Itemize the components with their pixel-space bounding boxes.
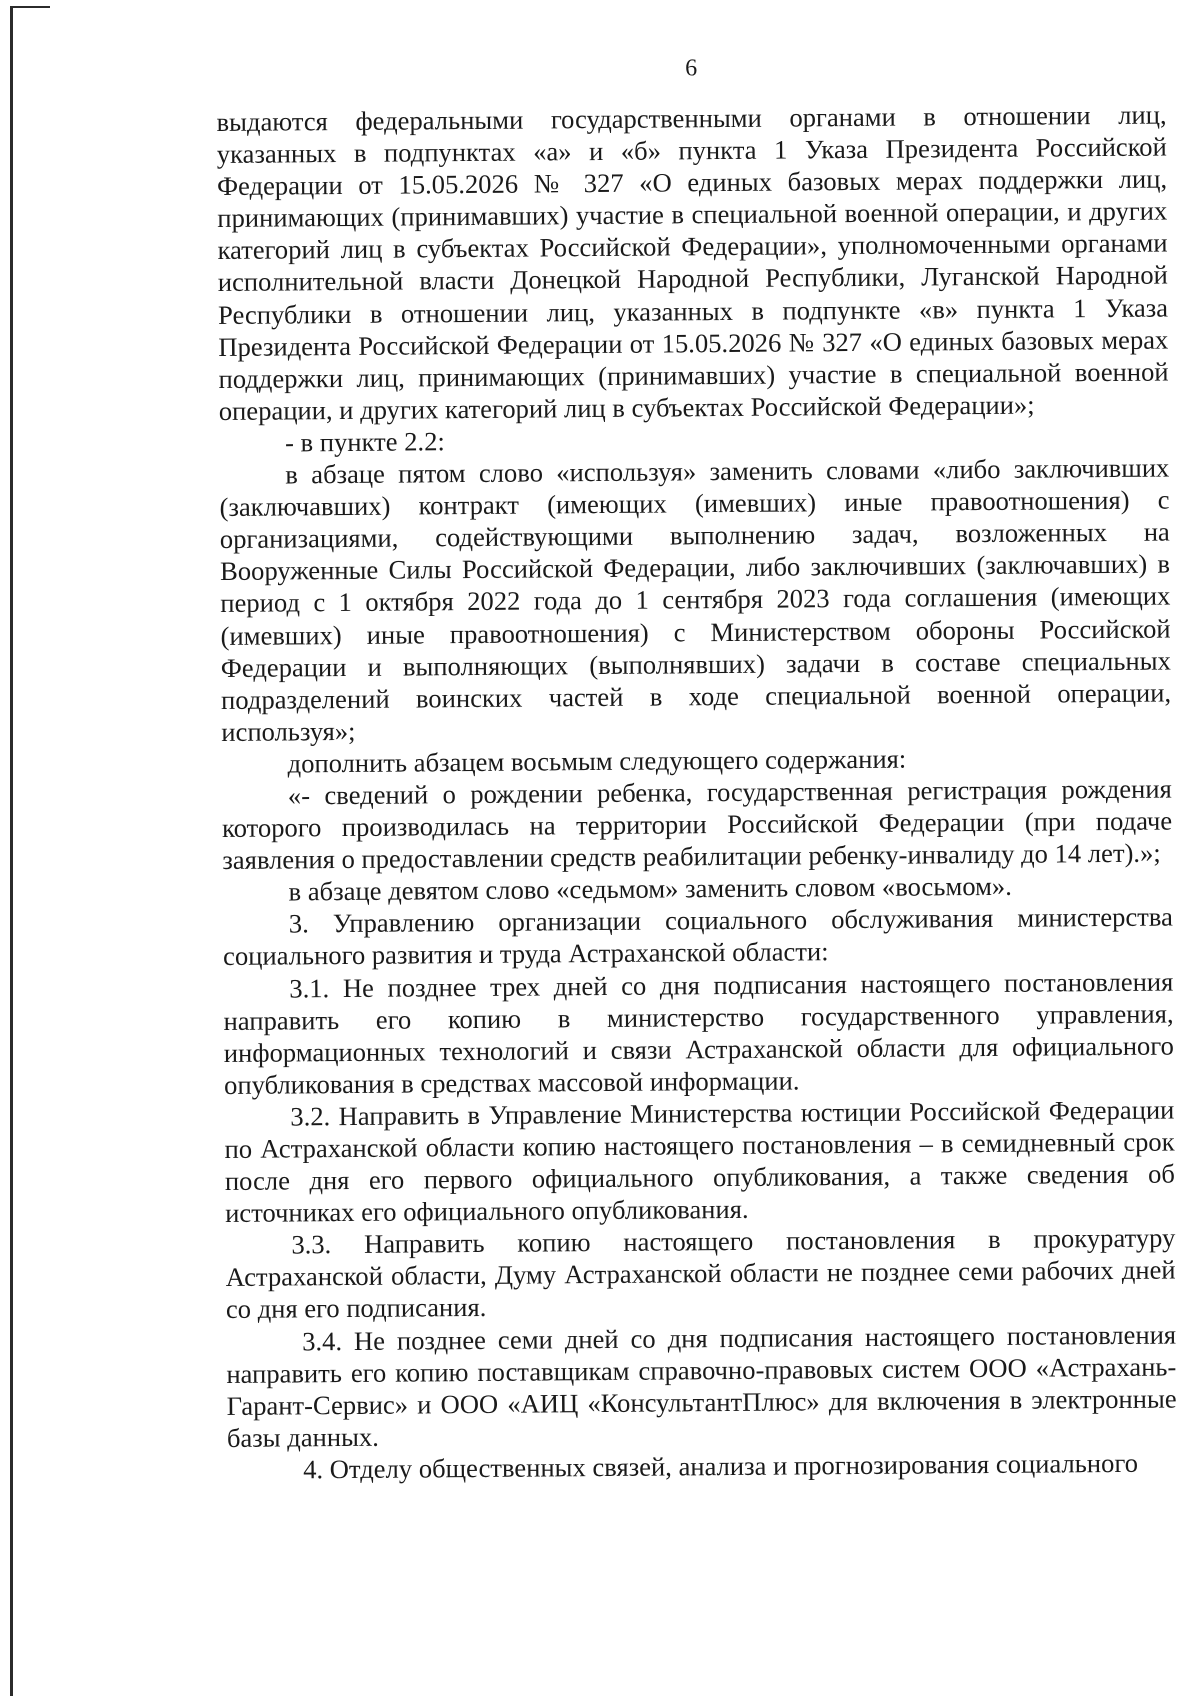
paragraph-item-2-2: - в пункте 2.2: — [284, 426, 445, 458]
paragraph-section-3-2: 3.2. Направить в Управление Министерства юстиции Российской Федерации по Астраханской области копию настоящего постановления – в семидневный срок после дня его первого официального опубликования, а также сведения об источниках его официального опубликования. — [224, 1094, 1175, 1229]
paragraph-abzac-5: в абзаце пятом слово «используя» заменить словами «либо заключивших (заключавших) контракт (имеющих (имевших) иные правоотношения) с организациями, содействующими выполнению задач, возложенных на Вооруженные Силы Российской Федерации, либо заключивших (заключавших) в период с 1 октября 2022 года до 1 сентября 2023 года соглашения (имеющих (имевших) иные правоотношения) с Министерством обороны Российской Федерации и выполняющих (выполнявших) задачи в составе специальных подразделений воинских частей в ходе специальной военной операции, используя»; — [219, 452, 1172, 747]
page-number: 6 — [685, 55, 698, 82]
paragraph-section-3-4: 3.4. Не позднее семи дней со дня подписания настоящего постановления направить его копию поставщикам справочно-правовых систем ООО «Астрахань-Гарант-Сервис» и ООО «АИЦ «КонсультантПлюс» для включения в электронные базы данных. — [226, 1319, 1177, 1453]
paragraph-section-3-1: 3.1. Не позднее трех дней со дня подписания настоящего постановления направить его копию в министерство государственного управления, информационных технологий и связи Астраханской области для официального опубликования в средствах массовой информации. — [223, 966, 1174, 1100]
paragraph-add-abzac-8: дополнить абзацем восьмым следующего содержания: — [287, 743, 907, 779]
paragraph-section-3: 3. Управлению организации социального обслуживания министерства социального развития и труда Астраханской области: — [222, 901, 1173, 972]
document-page — [216, 45, 1177, 1486]
scan-border-left — [10, 6, 13, 1696]
paragraph-quote-birth: «- сведений о рождении ребенка, государственная регистрация рождения которого производилась на территории Российской Федерации (при подаче заявления о предоставлении средств реабилитации ребенку-инвалиду до 14 лет).»; — [221, 773, 1173, 876]
paragraph-abzac-9: в абзаце девятом слово «седьмом» заменить словом «восьмом». — [288, 871, 1012, 907]
scan-border-top — [10, 6, 50, 8]
paragraph-section-4: 4. Отделу общественных связей, анализа и прогнозирования социального — [303, 1447, 1139, 1485]
paragraph-section-3-3: 3.3. Направить копию настоящего постановления в прокуратуру Астраханской области, Думу Астраханской области не позднее семи рабочих дней со дня его подписания. — [225, 1222, 1176, 1325]
paragraph-continuation: выдаются федеральными государственными органами в отношении лиц, указанных в подпунктах «а» и «б» пункта 1 Указа Президента Российской Федерации от 15.05.2026 № 327 «О единых базовых мерах поддержки лиц, принимающих (принимавших) участие в специальной военной операции, и других категорий лиц в субъектах Российской Федерации», уполномоченными органами исполнительной власти Донецкой Народной Республики, Луганской Народной Республики в отношении лиц, указанных в подпункте «в» пункта 1 Указа Президента Российской Федерации от 15.05.2026 № 327 «О единых базовых мерах поддержки лиц, принимающих (принимавших) участие в специальной военной операции, и других категорий лиц в субъектах Российской Федерации»; — [216, 99, 1169, 426]
